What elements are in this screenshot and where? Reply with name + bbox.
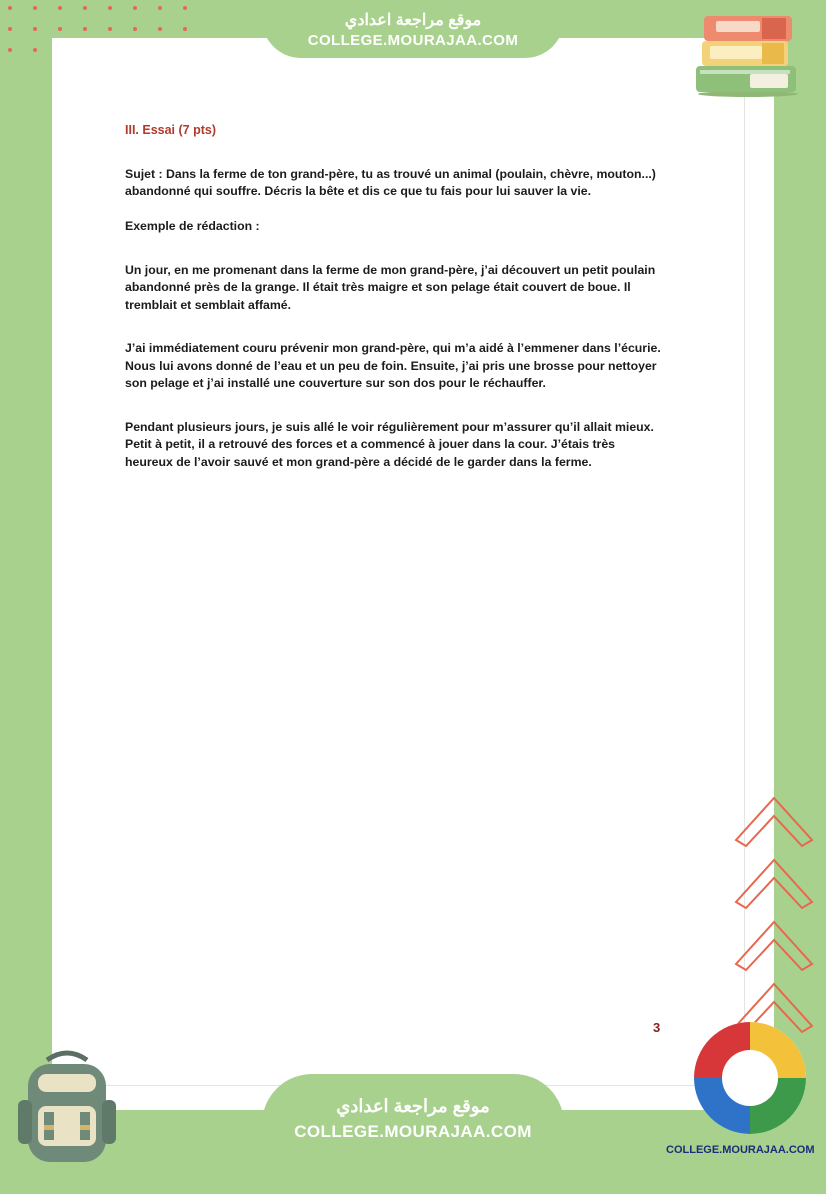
decorative-dot	[58, 27, 62, 31]
essay-paragraph: Un jour, en me promenant dans la ferme de mon grand-père, j’ai découvert un petit poulain abandonné près de la grange. Il était très maigre et son pelage était couvert de boue. Il tremblait et semblait affamé.	[125, 262, 656, 312]
decorative-dot	[33, 27, 37, 31]
example-heading: Exemple de rédaction :	[125, 219, 260, 233]
decorative-dot	[108, 27, 112, 31]
decorative-dot	[8, 6, 12, 10]
decorative-dot	[133, 6, 137, 10]
decorative-dot	[158, 6, 162, 10]
decorative-dot	[83, 27, 87, 31]
footer-banner[interactable]	[262, 1074, 564, 1194]
decorative-dot	[108, 6, 112, 10]
chevron-up-icon	[730, 790, 820, 1045]
essay-paragraph: Pendant plusieurs jours, je suis allé le voir régulièrement pour m’assurer qu’il allait mieux. Petit à petit, il a retrouvé des forces et a commencé à jouer dans la cour. J’étais très heureux de l’avoir sauvé et mon grand-père a décidé de le garder dans la ferme.	[125, 419, 654, 469]
header-site-url[interactable]: COLLEGE.MOURAJAA.COM	[307, 32, 519, 49]
decorative-dot	[8, 48, 12, 52]
page-number: 3	[653, 1020, 661, 1035]
section-title: III. Essai (7 pts)	[125, 123, 217, 137]
essay-paragraph: J’ai immédiatement couru prévenir mon grand-père, qui m’a aidé à l’emmener dans l’écurie. Nous lui avons donné de l’eau et un peu de foin. Ensuite, j’ai pris une brosse pour nettoyer son pelage et j’ai installé une couverture sur son dos pour le réchauffer.	[125, 341, 661, 390]
decorative-dot	[183, 27, 187, 31]
footer-site-name: موقع مراجعة اعدادي	[336, 1096, 490, 1116]
books-icon	[690, 8, 805, 103]
footer-site-url[interactable]: COLLEGE.MOURAJAA.COM	[294, 1122, 532, 1141]
decorative-dot	[58, 6, 62, 10]
decorative-dot	[158, 27, 162, 31]
document-content	[125, 122, 665, 489]
logo-text: COLLEGE.MOURAJAA.COM	[666, 1144, 815, 1156]
essay-subject: Sujet : Dans la ferme de ton grand-père, tu as trouvé un animal (poulain, chèvre, mouton...) abandonné qui souffre. Décris la bête et dis ce que tu fais pour lui sauver la vie.	[125, 166, 656, 198]
header-banner[interactable]	[262, 0, 564, 58]
decorative-dot	[183, 6, 187, 10]
header-site-name: موقع مراجعة اعدادي	[344, 12, 482, 29]
decorative-dot	[133, 27, 137, 31]
decorative-dot	[8, 27, 12, 31]
site-logo-icon[interactable]	[690, 1018, 810, 1143]
decorative-dot	[83, 6, 87, 10]
decorative-dot	[33, 6, 37, 10]
decorative-dot	[33, 48, 37, 52]
backpack-icon	[12, 1050, 122, 1170]
